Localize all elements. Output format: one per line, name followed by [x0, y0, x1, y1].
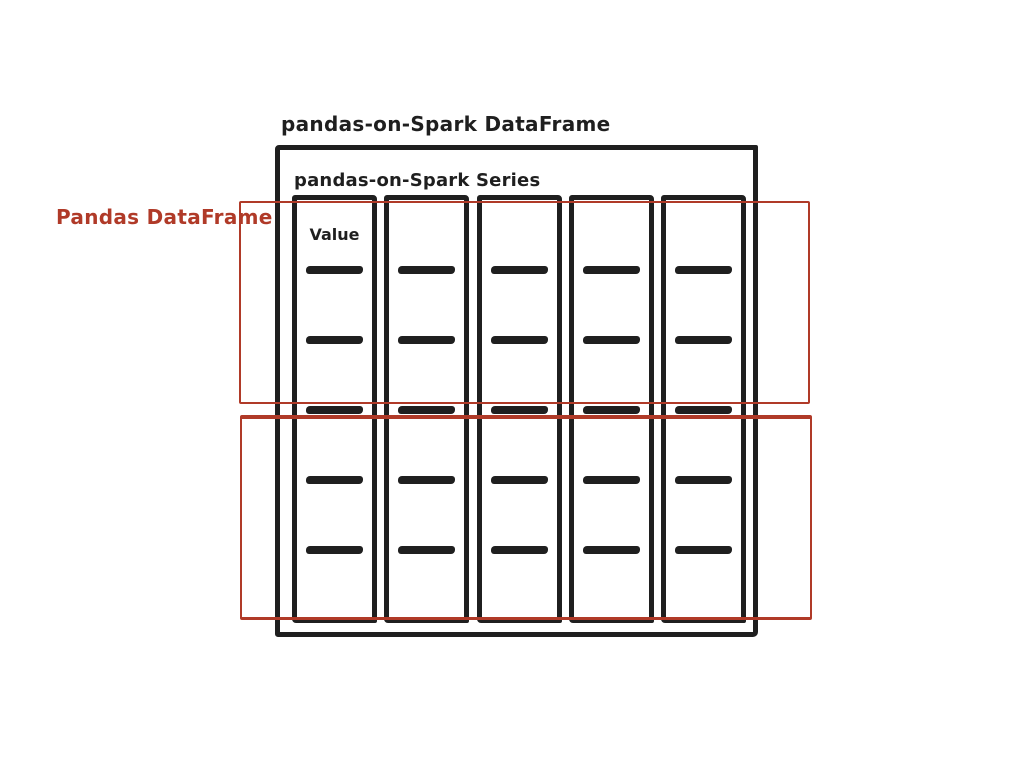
pandas-dataframe-label: Pandas DataFrame	[56, 205, 273, 229]
value-row-dash	[583, 406, 640, 414]
value-row-dash	[306, 406, 363, 414]
spark-dataframe-title: pandas-on-Spark DataFrame	[281, 112, 611, 136]
value-row-dash	[491, 406, 548, 414]
pandas-partition-box-1	[239, 201, 810, 404]
value-label: Value	[309, 225, 360, 244]
pandas-partition-box-2	[240, 415, 812, 620]
spark-series-label: pandas-on-Spark Series	[294, 170, 541, 191]
value-row-dash	[675, 406, 732, 414]
value-row-dash	[398, 406, 455, 414]
